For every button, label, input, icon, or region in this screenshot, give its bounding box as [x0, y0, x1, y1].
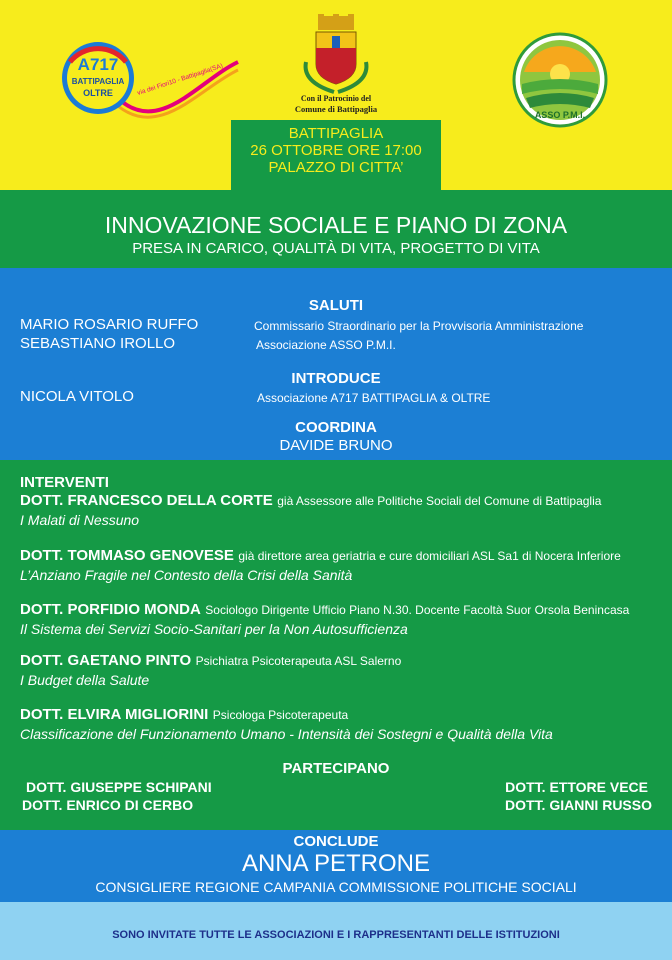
subtitle: PRESA IN CARICO, QUALITÀ DI VITA, PROGETTO DI VITA — [132, 240, 540, 257]
speaker-3 — [20, 601, 660, 637]
patrocinio-line2: Comune di Battipaglia — [294, 104, 378, 114]
partecipano-heading: PARTECIPANO — [282, 760, 390, 777]
speaker-2-role: già direttore area geriatria e cure domiciliari ASL Sa1 di Nocera Inferiore — [238, 549, 621, 563]
speaker-1-talk: I Malati di Nessuno — [20, 512, 140, 528]
speaker-4-role: Psichiatra Psicoterapeuta ASL Salerno — [195, 654, 402, 668]
saluti-role-1: Commissario Straordinario per la Provvisoria Amministrazione — [254, 319, 584, 333]
speaker-4 — [20, 652, 660, 688]
a717-logo-ribbon: via dei Fiori10 - Battipaglia(SA) — [136, 62, 224, 97]
speaker-3-talk: Il Sistema dei Servizi Socio-Sanitari per la Non Autosufficienza — [20, 621, 408, 637]
speaker-1-role: già Assessore alle Politiche Sociali del Comune di Battipaglia — [277, 494, 602, 508]
asso-pmi-logo — [512, 32, 608, 128]
saluti-heading: SALUTI — [308, 297, 364, 314]
speaker-5 — [20, 706, 660, 742]
partecipante-left-1: DOTT. GIUSEPPE SCHIPANI — [26, 779, 212, 795]
coordina-heading: COORDINA — [295, 419, 377, 436]
invite-text: SONO INVITATE TUTTE LE ASSOCIAZIONI E I RAPPRESENTANTI DELLE ISTITUZIONI — [112, 929, 560, 941]
saluti-name-1: MARIO ROSARIO RUFFO — [20, 316, 199, 333]
partecipante-left-2: DOTT. ENRICO DI CERBO — [22, 797, 194, 813]
introduce-name: NICOLA VITOLO — [20, 388, 134, 405]
comune-crest-icon — [296, 12, 376, 94]
header-band — [0, 0, 672, 190]
event-city: BATTIPAGLIA — [288, 125, 384, 142]
speaker-5-talk: Classificazione del Funzionamento Umano - Intensità dei Sostegni e Qualità della Vita — [20, 726, 553, 742]
interventi-heading — [20, 474, 660, 492]
speaker-4-name: DOTT. GAETANO PINTO — [20, 652, 192, 669]
patrocinio-text — [256, 94, 416, 114]
interventi-heading-text: INTERVENTI — [20, 474, 109, 491]
saluti-role-2: Associazione ASSO P.M.I. — [256, 338, 396, 352]
event-info-box — [231, 120, 441, 190]
conclude-role: CONSIGLIERE REGIONE CAMPANIA COMMISSIONE POLITICHE SOCIALI — [95, 879, 577, 895]
interventi-band — [0, 460, 672, 830]
a717-logo-line2: OLTRE — [83, 88, 113, 98]
asso-logo-text: ASSO P.M.I. — [534, 110, 586, 120]
conclude-band — [0, 830, 672, 902]
speaker-2 — [20, 547, 660, 583]
speaker-2-talk: L’Anziano Fragile nel Contesto della Crisi della Sanità — [20, 567, 353, 583]
title-band — [0, 190, 672, 268]
patrocinio-line1: Con il Patrocinio del — [300, 94, 372, 103]
invite-band — [0, 902, 672, 960]
speaker-3-role: Sociologo Dirigente Ufficio Piano N.30. Docente Facoltà Suor Orsola Benincasa — [205, 603, 630, 617]
program-intro-band — [0, 268, 672, 460]
introduce-role: Associazione A717 BATTIPAGLIA & OLTRE — [257, 391, 491, 405]
a717-logo-line1: BATTIPAGLIA — [71, 77, 125, 86]
event-venue: PALAZZO DI CITTA’ — [268, 159, 404, 176]
conclude-name: ANNA PETRONE — [241, 850, 431, 877]
introduce-heading: INTRODUCE — [291, 370, 381, 387]
coordina-name: DAVIDE BRUNO — [279, 437, 393, 454]
speaker-3-name: DOTT. PORFIDIO MONDA — [20, 601, 201, 618]
main-title: INNOVAZIONE SOCIALE E PIANO DI ZONA — [104, 212, 568, 238]
partecipante-right-1: DOTT. ETTORE VECE — [505, 779, 648, 795]
saluti-name-2: SEBASTIANO IROLLO — [20, 335, 176, 352]
speaker-5-role: Psicologa Psicoterapeuta — [212, 708, 349, 722]
event-date: 26 OTTOBRE ORE 17:00 — [250, 142, 422, 159]
partecipante-right-2: DOTT. GIANNI RUSSO — [504, 797, 652, 813]
speaker-4-talk: I Budget della Salute — [20, 672, 150, 688]
speaker-5-name: DOTT. ELVIRA MIGLIORINI — [20, 706, 209, 723]
a717-logo — [60, 40, 240, 130]
speaker-1-name: DOTT. FRANCESCO DELLA CORTE — [20, 492, 273, 509]
a717-logo-name: A717 — [77, 55, 119, 74]
speaker-1 — [20, 492, 660, 528]
conclude-heading: CONCLUDE — [293, 833, 379, 850]
speaker-2-name: DOTT. TOMMASO GENOVESE — [20, 547, 234, 564]
